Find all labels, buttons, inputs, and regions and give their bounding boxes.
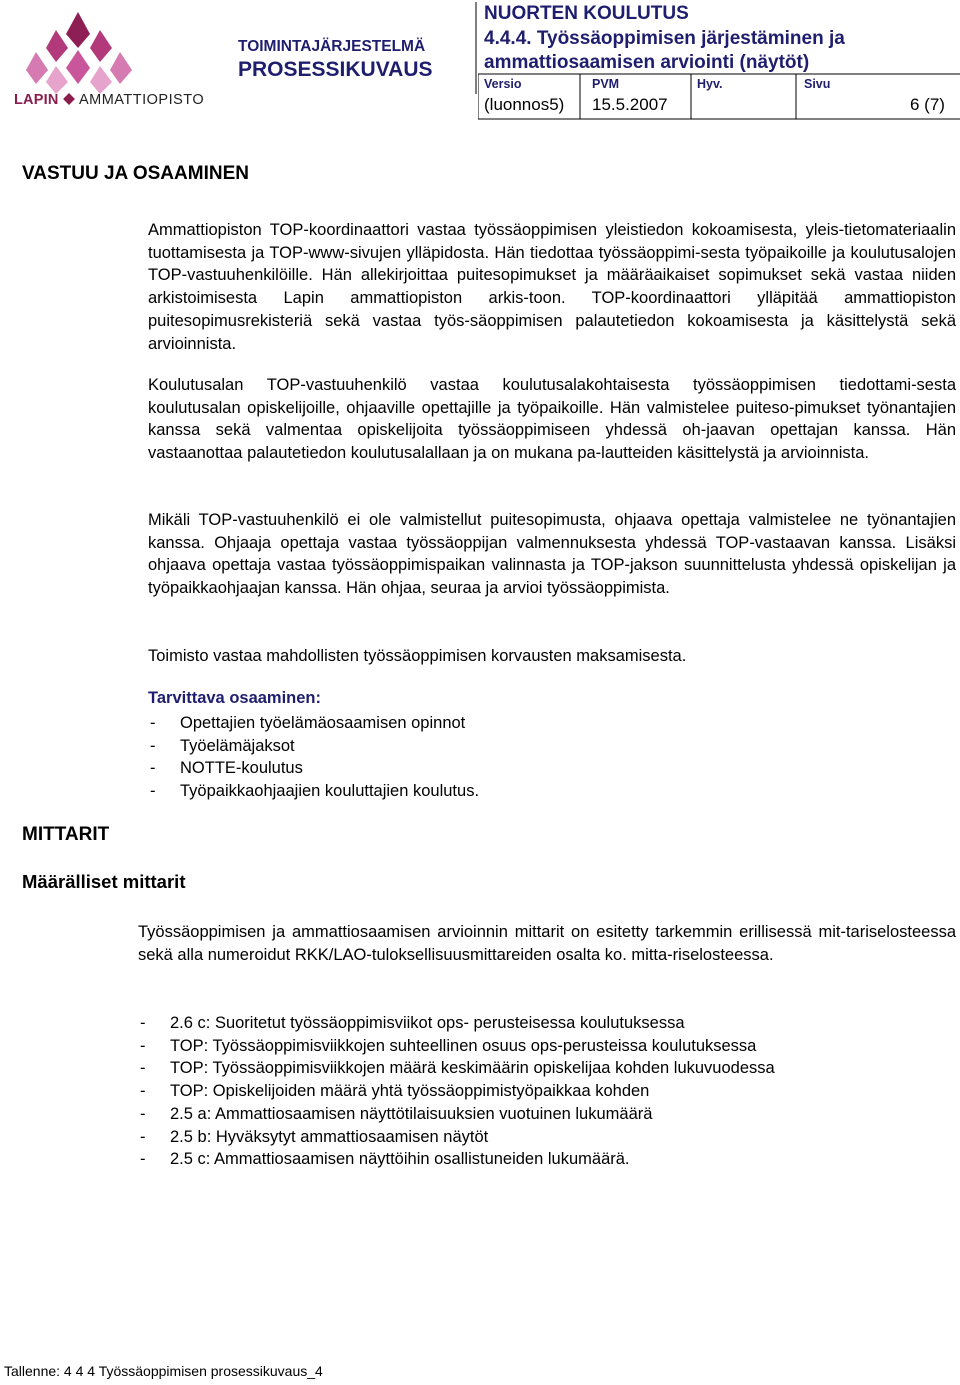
approved-label: Hyv. xyxy=(697,77,723,91)
metrics-title: MITTARIT xyxy=(22,824,110,845)
version-label: Versio xyxy=(484,77,522,91)
system-label: TOIMINTAJÄRJESTELMÄ xyxy=(238,38,426,55)
logo-diamond-icon xyxy=(63,93,75,105)
list-item: - NOTTE-koulutus xyxy=(148,757,928,780)
list-item: - TOP: Työssäoppimisviikkojen määrä keskimäärin opiskelijaa kohden lukuvuodessa xyxy=(138,1057,938,1080)
logo-name: LAPIN xyxy=(14,92,59,108)
paragraph-supervising-teacher: Mikäli TOP-vastuuhenkilö ei ole valmistellut puitesopimusta, ohjaava opettaja valmistelee ne työnantajien kanssa. Ohjaaja opettaja vastaa työssäoppijan valmennuksesta yhdessä TOP-vastaavan kanssa. Lisäksi ohjaava opettaja vastaa työssäoppimispaikan valinnasta ja TOP-jakson suunnittelusta yhdessä opiskelijan ja työpaikkaohjaajan kanssa. Hän ohjaa, seuraa ja arvioi työssäoppimista. xyxy=(148,511,956,598)
list-item: - 2.5 b: Hyväksytyt ammattiosaamisen näytöt xyxy=(138,1126,938,1149)
footer-filename: Tallenne: 4 4 4 Työssäoppimisen prosessikuvaus_4 xyxy=(4,1363,323,1379)
list-item: - 2.6 c: Suoritetut työssäoppimisviikot ops- perusteisessa koulutuksessa xyxy=(138,1012,938,1035)
page-number: 6 (7) xyxy=(910,95,945,114)
date-value: 15.5.2007 xyxy=(592,95,668,114)
unit-title: NUORTEN KOULUTUS xyxy=(484,3,689,24)
list-item: - TOP: Työssäoppimisviikkojen suhteellinen osuus ops-perusteissa koulutuksessa xyxy=(138,1035,938,1058)
list-item: - 2.5 a: Ammattiosaamisen näyttötilaisuuksien vuotuinen lukumäärä xyxy=(138,1103,938,1126)
logo-subname: AMMATTIOPISTO xyxy=(78,92,205,108)
paragraph-office: Toimisto vastaa mahdollisten työssäoppimisen korvausten maksamisesta. xyxy=(148,647,687,665)
document-title-line1: 4.4.4. Työssäoppimisen järjestäminen ja xyxy=(484,28,845,49)
list-item: - 2.5 c: Ammattiosaamisen näyttöihin osallistuneiden lukumäärä. xyxy=(138,1148,938,1171)
metrics-subtitle: Määrälliset mittarit xyxy=(22,871,186,892)
competence-list xyxy=(148,712,928,803)
version-value: (luonnos5) xyxy=(484,95,565,114)
page-label: Sivu xyxy=(804,77,831,91)
list-item: - Opettajien työelämäosaamisen opinnot xyxy=(148,712,928,735)
date-label: PVM xyxy=(592,77,620,91)
document-title-line2: ammattiosaamisen arviointi (näytöt) xyxy=(484,52,810,73)
section-title: VASTUU JA OSAAMINEN xyxy=(22,163,249,184)
process-label: PROSESSIKUVAUS xyxy=(238,58,433,81)
logo-wordmark xyxy=(14,92,204,108)
paragraph-field-responsible: Koulutusalan TOP-vastuuhenkilö vastaa koulutusalakohtaisesta työssäoppimisen tiedottami-sesta koulutusalan opiskelijoille, ohjaaville opettajille ja työpaikoille. Hän valmistelee puiteso-pimukset työnantajien kanssa sekä valmentaa opiskelijoita työssäoppimiseen yhdessä oh-jaavan opettajan kanssa. Hän vastaanottaa palautetiedon koulutusalallaan ja on mukana pa-lautteiden käsittelystä ja arvioinnista. xyxy=(148,376,956,463)
list-item: - Työpaikkaohjaajien kouluttajien koulutus. xyxy=(148,780,928,803)
logo-flame-icon xyxy=(26,12,132,94)
metrics-list xyxy=(138,1012,938,1171)
competence-title: Tarvittava osaaminen: xyxy=(148,689,322,707)
paragraph-coordinator: Ammattiopiston TOP-koordinaattori vastaa työssäoppimisen yleistiedon kokoamisesta, yleis-tietomateriaalin tuottamisesta ja TOP-www-sivujen ylläpidosta. Hän tiedottaa työssäoppimi-sesta työpaikoille ja koulutusalojen TOP-vastuuhenkilöille. Hän allekirjoittaa puitesopimukset ja määräaikaiset sopimukset sekä vastaa niiden arkistoimisesta Lapin ammattiopiston arkis-toon. TOP-koordinaattori ylläpitää ammattiopiston puitesopimusrekisteriä sekä vastaa työs-säoppimisen palautetiedon kokoamisesta ja käsittelystä sekä arvioinnista. xyxy=(148,221,956,353)
paragraph-metrics: Työssäoppimisen ja ammattiosaamisen arvioinnin mittarit on esitetty tarkemmin erillisessä mit-tariselosteessa sekä alla numeroidut RKK/LAO-tuloksellisuusmittareiden osalta ko. mitta-riselosteessa. xyxy=(138,923,956,964)
list-item: - TOP: Opiskelijoiden määrä yhtä työssäoppimistyöpaikkaa kohden xyxy=(138,1080,938,1103)
list-item: - Työelämäjaksot xyxy=(148,735,928,758)
